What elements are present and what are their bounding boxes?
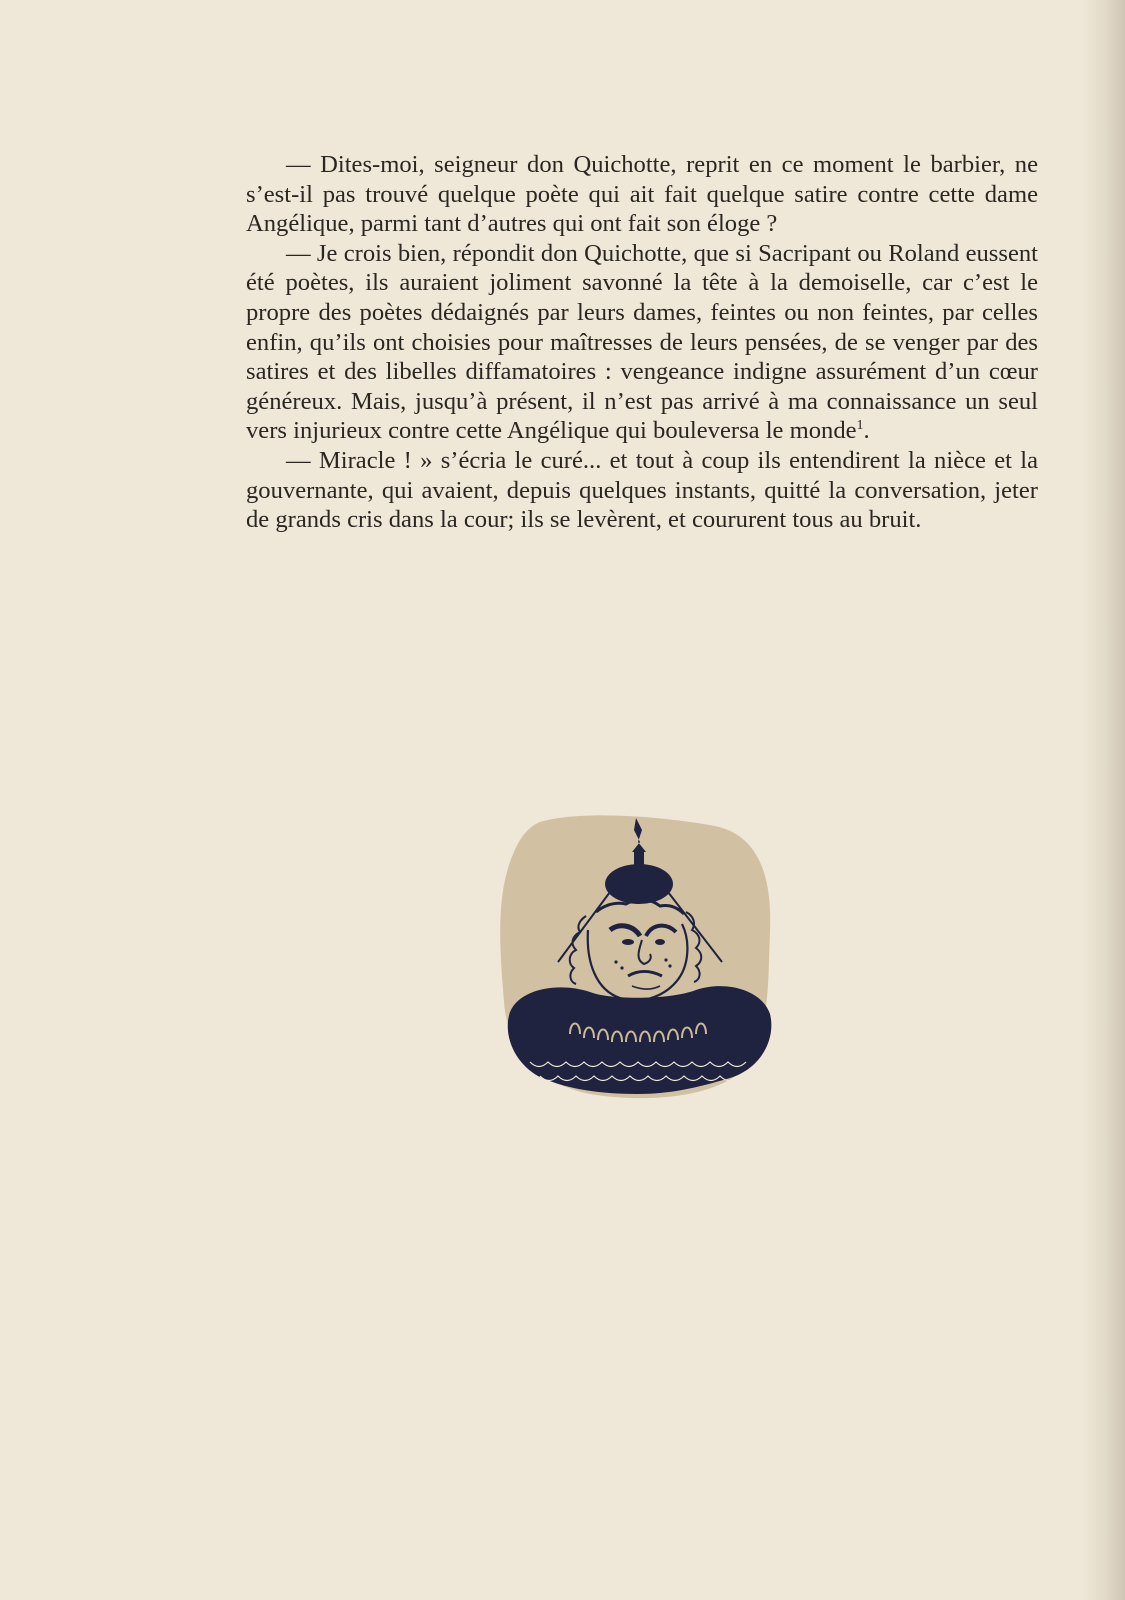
eye-right [655,939,665,945]
caricature-drawing [500,812,776,1102]
eye-left [622,939,634,945]
cheek-dot-3 [664,958,667,961]
paragraph-2-text: — Je crois bien, répondit don Quichotte, que si Sacripant ou Roland eussent été poètes, ils auraient joliment savonné la tête à la demoiselle, car c’est le propre des poètes dédaignés par leurs dames, feintes ou non feintes, par celles enfin, qu’ils ont choisies pour maîtresses de leurs pensées, de se venger par des satires et des libelles diffamatoires : vengeance indigne assurément d’un cœur généreux. Mais, jusqu’à présent, il n’est pas arrivé à ma connaissance un seul vers injurieux contre cette Angélique qui bouleversa le monde [246,239,1038,445]
paragraph-2-end: . [863,417,870,445]
cheek-dot-1 [614,960,617,963]
paragraph-3-text: — Miracle ! » s’écria le curé... et tout à coup ils entendirent la nièce et la gouvernante, qui avaient, depuis quelques instants, quitté la conversation, jeter de grands cris dans la cour; ils se levèrent, et coururent tous au bruit. [246,446,1038,534]
paragraph-1 [246,150,1038,239]
cheek-dot-4 [668,964,671,967]
paragraph-1-text: — Dites-moi, seigneur don Quichotte, reprit en ce moment le barbier, ne s’est-il pas trouvé quelque poète qui ait fait quelque satire contre cette dame Angélique, parmi tant d’autres qui ont fait son éloge ? [246,151,1038,238]
hat-dome [605,864,673,904]
body-text [246,150,1038,535]
paragraph-2 [246,239,1038,446]
caricature-illustration [500,812,776,1102]
cheek-dot-2 [620,966,623,969]
footnote-marker[interactable]: 1 [856,418,864,434]
paragraph-3 [246,446,1038,535]
